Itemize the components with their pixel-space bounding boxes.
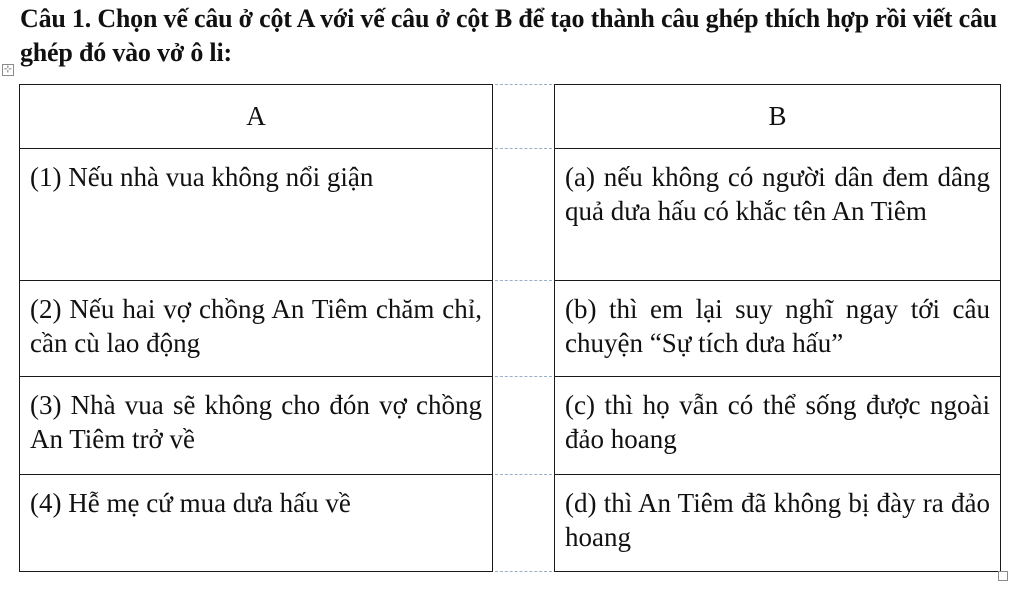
column-a-table bbox=[19, 84, 493, 572]
clause-b-d: (d) thì An Tiêm đã không bị đày ra đảo hoang bbox=[555, 475, 1001, 572]
column-b-header: B bbox=[555, 85, 1001, 149]
clause-b-b: (b) thì em lại suy nghĩ ngay tới câu chuyện “Sự tích dưa hấu” bbox=[555, 281, 1001, 377]
gridline-row-3 bbox=[495, 376, 552, 377]
table-resize-handle-icon[interactable] bbox=[998, 571, 1008, 581]
clause-a-2: (2) Nếu hai vợ chồng An Tiêm chăm chỉ, cần cù lao động bbox=[20, 281, 493, 377]
gridline-top bbox=[495, 84, 552, 85]
gridline-bottom bbox=[495, 571, 552, 572]
gridline-row-1 bbox=[495, 148, 552, 149]
clause-a-4: (4) Hễ mẹ cứ mua dưa hấu về bbox=[20, 475, 493, 572]
column-a-header: A bbox=[20, 85, 493, 149]
clause-b-a: (a) nếu không có người dân đem dâng quả dưa hấu có khắc tên An Tiêm bbox=[555, 149, 1001, 281]
gridline-row-2 bbox=[495, 280, 552, 281]
gridline-row-4 bbox=[495, 474, 552, 475]
clause-b-c: (c) thì họ vẫn có thể sống được ngoài đảo hoang bbox=[555, 377, 1001, 475]
table-move-handle-icon[interactable]: ⊹ bbox=[3, 64, 13, 75]
column-b-table bbox=[554, 84, 1001, 572]
clause-a-1: (1) Nếu nhà vua không nổi giận bbox=[20, 149, 493, 281]
clause-a-3: (3) Nhà vua sẽ không cho đón vợ chồng An Tiêm trở về bbox=[20, 377, 493, 475]
question-text: Câu 1. Chọn vế câu ở cột A với vế câu ở cột B để tạo thành câu ghép thích hợp rồi viết câu ghép đó vào vở ô li: bbox=[20, 4, 998, 67]
